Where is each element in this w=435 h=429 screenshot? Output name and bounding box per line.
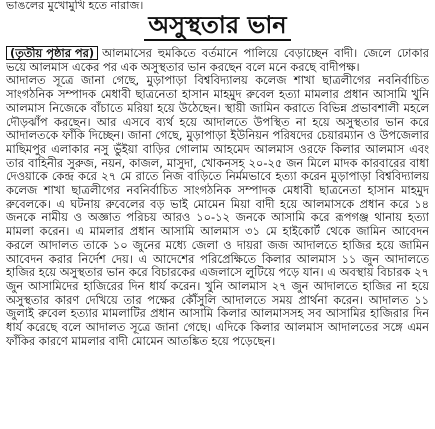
article-body (6, 46, 429, 427)
continued-label: (তৃতীয় পৃষ্ঠার পর) (6, 46, 98, 60)
paragraph-1-text: আলমাসের হুমকিতে বর্তমানে পালিয়ে বেড়াচ্ছেন বাদী। জেলে ঢোকার ভয়ে আলমাস একের পর এক অসুস্থতার ভান করছেন বলে মনে করছে বাদীপক্ষ। (6, 46, 429, 74)
headline-text: অসুস্থতার ভান (144, 10, 290, 41)
paragraph-1 (6, 46, 429, 74)
previous-article-fragment: ভাঙলের মুখোমুখি হতে নারাজ। (6, 0, 144, 12)
paragraph-2: আদালত সূত্রে জানা গেছে, মুড়াপাড়া বিশ্ববিদ্যালয় কলেজ শাখা ছাত্রলীগের নবনির্বাচিত সাংগঠনিক সম্পাদক মেধাবী ছাত্রনেতা হাসান মাহমুদ রুবেল হত্যা মামলার প্রধান আসামি খুনি আলমাস নিজেকে বাঁচাতে মরিয়া হয়ে উঠেছেন। স্থায়ী জামিন করাতে বিভিন্ন প্রভাবশালী মহলে দৌড়ঝাঁপ করছেন। আর এসবে ব্যর্থ হয়ে আদালতে উপস্থিত না হয়ে অসুস্থতার ভান করে আদালতকে ফাঁকি দিচ্ছেন। জানা গেছে, মুড়াপাড়া ইউনিয়ন পরিষদের চেয়ারম্যান ও উপজেলার মাছিমপুর এলাকার নসু ভুঁইয়া বাড়ির গোলাম আহমেদ আলমাস ওরফে কিলার আলমাস এবং তার বাহিনীর সুরুজ, নয়ন, কাজল, মাসুদা, খোকনসহ ২০-২৫ জন মিলে মাদক কারবারের বাধা দেওয়াকে কেন্দ্র করে ২৭ মে রাতে নিজ বাড়িতে নির্মমভাবে হত্যা করেন মুড়াপাড়া বিশ্ববিদ্যালয় কলেজ শাখা ছাত্রলীগের নবনির্বাচিত সাংগঠনিক সম্পাদক মেধাবী ছাত্রনেতা হাসান মাহমুদ রুবেলকে। এ ঘটনায় রুবেলের বড় ভাই মোমেন মিয়া বাদী হয়ে আলমাসকে প্রধান করে ১৪ জনকে নামীয় ও অজ্ঞাত পরিচয় আরও ১০-১২ জনকে আসামি করে রূপগঞ্জ থানায় হত্যা মামলা করেন। এ মামলার প্রধান আসামি আলমাস ৩১ মে হাইকোর্ট থেকে জামিন আবেদন করলে আদালত তাকে ১০ জুনের মধ্যে জেলা ও দায়রা জজ আদালতে হাজির হয়ে জামিন আবেদন করার নির্দেশ দেয়। এ আদেশের পরিপ্রেক্ষিতে কিলার আলমাস ১১ জুন আদালতে হাজির হয়ে অসুস্থতার ভান করে বিচারকের এজলাসে লুটিয়ে পড়ে যান। এ অবস্থায় বিচারক ২৭ জুন আসামিদের হাজিরের দিন ধার্য করেন। খুনি আলমাস ২৭ জুন আদালতে হাজির না হয়ে অসুস্থতার কারণ দেখিয়ে তার পক্ষের কৌঁসুলি আদালতে সময় প্রার্থনা করেন। আদালত ১১ জুলাই রুবেল হত্যার মামলাটির প্রধান আসামি কিলার আলমাসসহ সব আসামির হাজিরার দিন ধার্য করেছে বলে আদালত সূত্রে জানা গেছে। এদিকে কিলার আলমাস আদালতের সঙ্গে এমন ফাঁকির কারণে মামলার বাদী মোমেন আতঙ্কিত হয়ে পড়েছেন। (6, 73, 429, 348)
headline (0, 8, 435, 42)
